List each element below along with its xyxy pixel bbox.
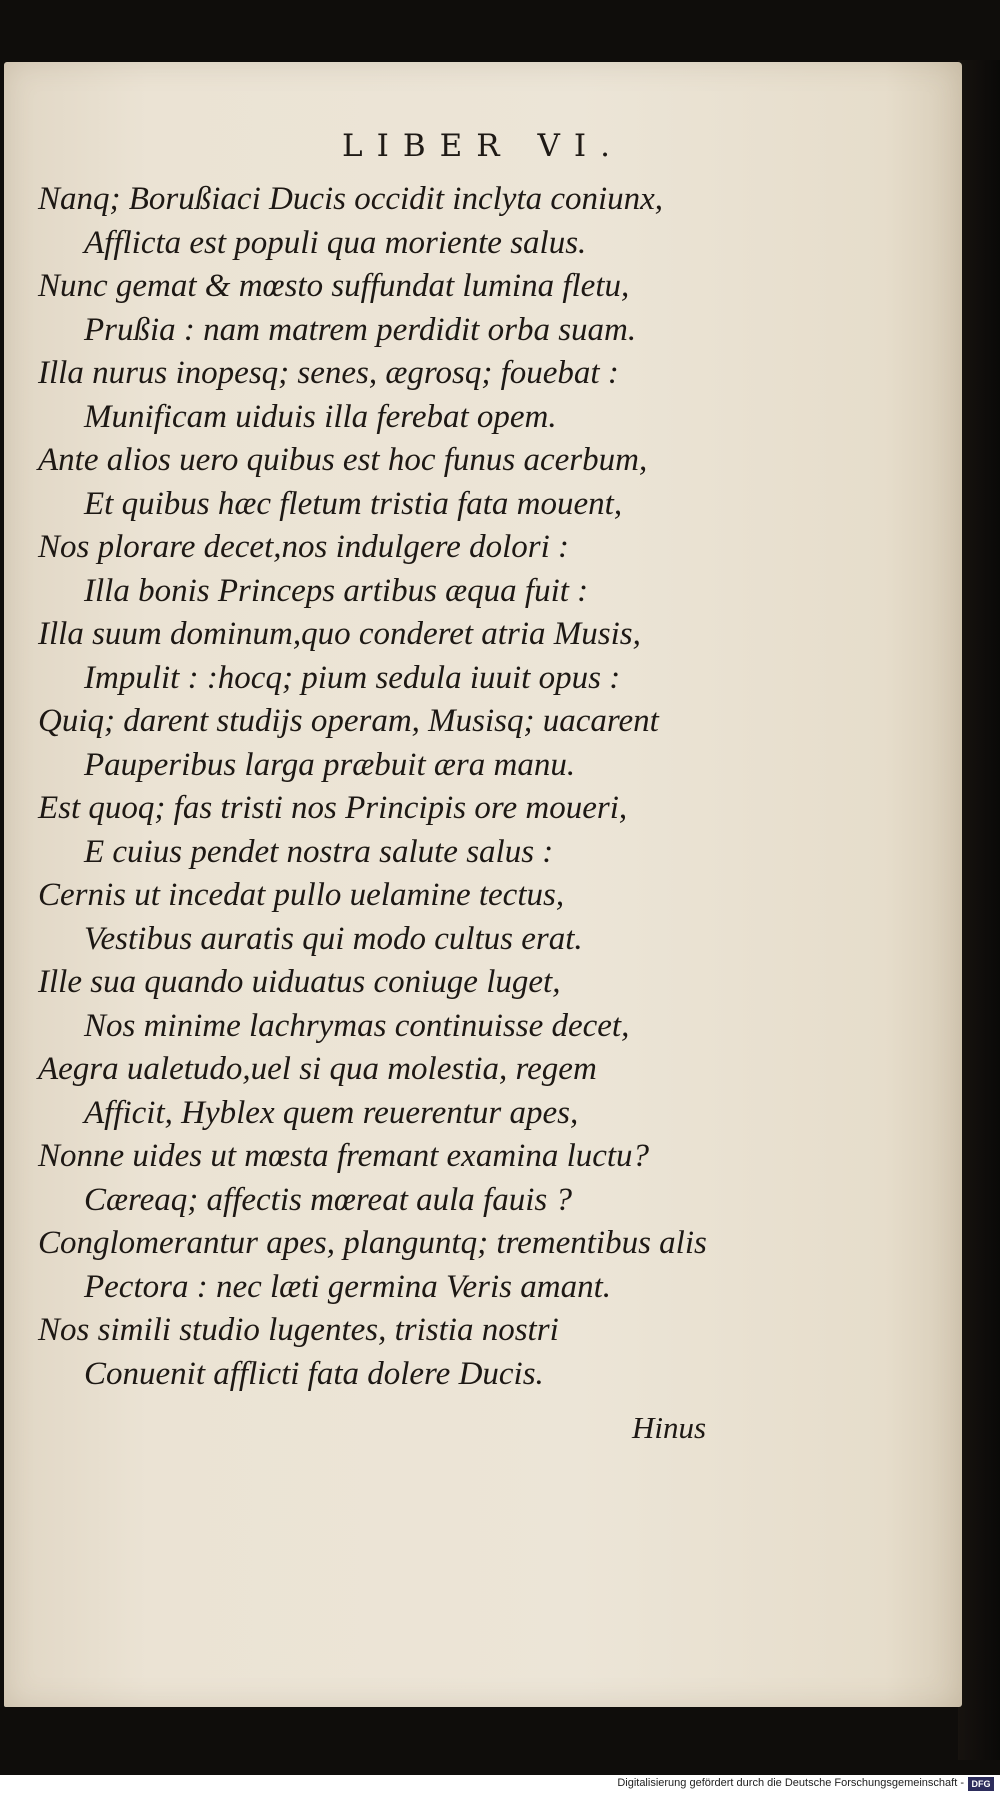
poem-text: [38, 178, 938, 1396]
verse-line: Nunc gemat & mœsto suffundat lumina fletu,: [38, 268, 630, 304]
verse-line: Ante alios uero quibus est hoc funus acerbum,: [38, 442, 648, 478]
verse-line: Cernis ut incedat pullo uelamine tectus,: [38, 877, 565, 913]
verse-line: Illa nurus inopesq; senes, ægrosq; fouebat :: [38, 355, 619, 391]
verse-line: Et quibus hæc fletum tristia fata mouent,: [84, 485, 623, 522]
verse-line: Munificam uiduis illa ferebat opem.: [84, 398, 557, 435]
verse-line: Impulit : :hocq; pium sedula iuuit opus :: [84, 659, 621, 696]
catchword: Hinus: [632, 1410, 707, 1445]
verse-line: Ille sua quando uiduatus coniuge luget,: [38, 964, 561, 1000]
verse-line: Aegra ualetudo,uel si qua molestia, regem: [38, 1051, 597, 1087]
verse-line: Pectora : nec læti germina Veris amant.: [84, 1268, 612, 1305]
verse-line: Nanq; Borußiaci Ducis occidit inclyta coniunx,: [38, 181, 664, 217]
verse-line: Cæreaq; affectis mœreat aula fauis ?: [84, 1181, 572, 1218]
verse-line: Pauperibus larga præbuit æra manu.: [84, 746, 576, 783]
verse-line: Illa bonis Princeps artibus æqua fuit :: [84, 572, 589, 609]
verse-line: Nos plorare decet,nos indulgere dolori :: [38, 529, 569, 565]
verse-line: Afflicta est populi qua moriente salus.: [84, 224, 587, 261]
book-edge: [958, 60, 1000, 1760]
digitization-credit: Digitalisierung gefördert durch die Deutsche Forschungsgemeinschaft -: [617, 1777, 964, 1789]
verse-line: Conuenit afflicti fata dolere Ducis.: [84, 1355, 544, 1392]
verse-line: Illa suum dominum,quo conderet atria Musis,: [38, 616, 641, 652]
verse-line: Conglomerantur apes, planguntq; trementibus alis: [38, 1225, 707, 1261]
verse-line: Nos simili studio lugentes, tristia nostri: [38, 1312, 559, 1348]
verse-line: Est quoq; fas tristi nos Principis ore moueri,: [38, 790, 628, 826]
verse-line: Nos minime lachrymas continuisse decet,: [84, 1007, 630, 1044]
verse-line: E cuius pendet nostra salute salus :: [84, 833, 554, 870]
running-head: LIBER VI.: [342, 128, 624, 164]
verse-line: Quiq; darent studijs operam, Musisq; uacarent: [38, 703, 659, 739]
verse-line: Prußia : nam matrem perdidit orba suam.: [84, 311, 637, 348]
verse-line: Nonne uides ut mœsta fremant examina luctu?: [38, 1138, 650, 1174]
verse-line: Afficit, Hyblex quem reuerentur apes,: [84, 1094, 579, 1131]
dfg-logo: DFG: [968, 1777, 994, 1791]
verse-line: Vestibus auratis qui modo cultus erat.: [84, 920, 583, 957]
